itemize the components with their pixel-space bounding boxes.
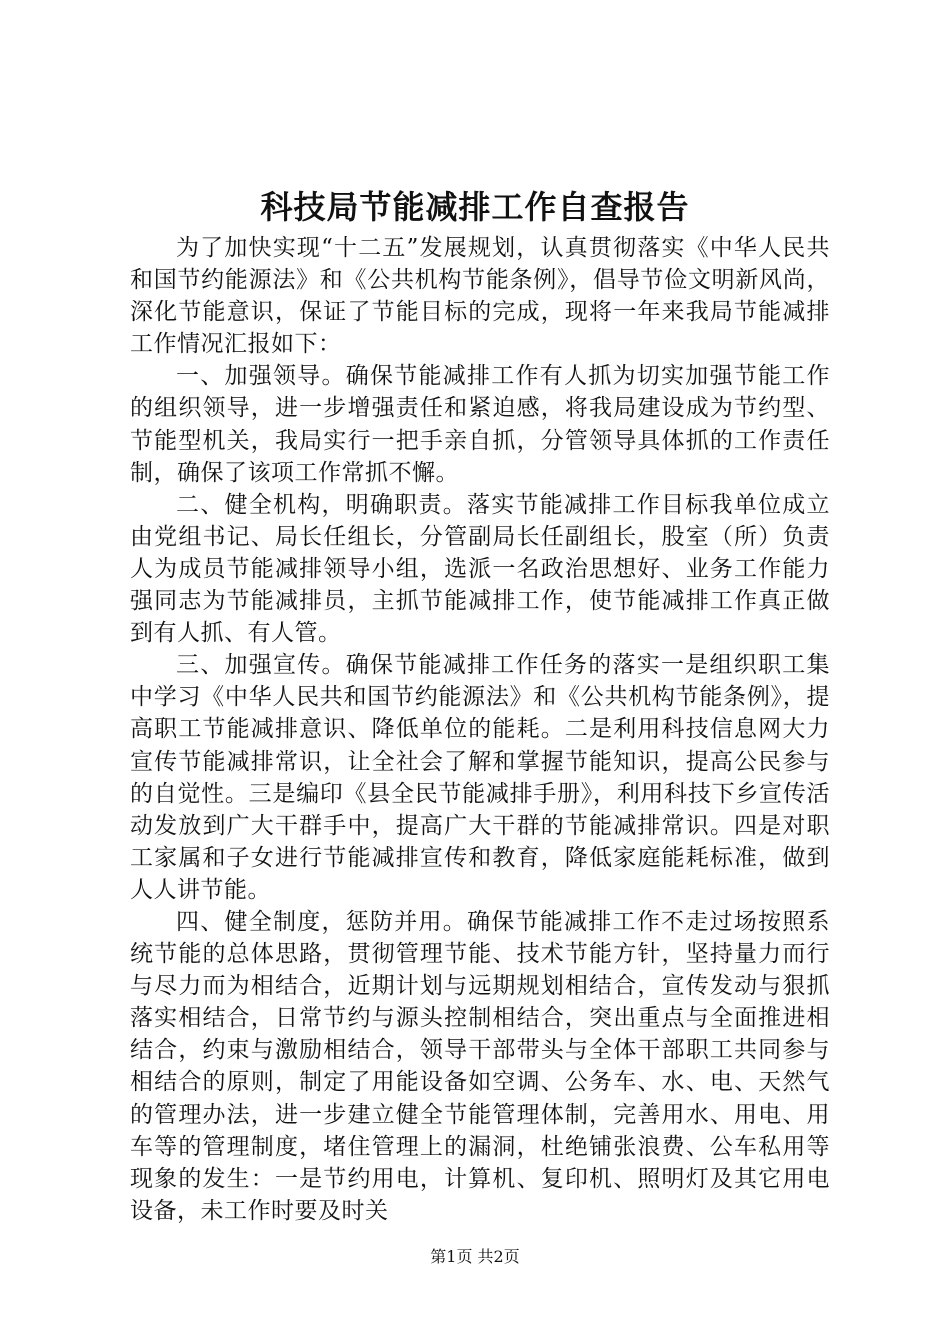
- page-number-footer: 第1页 共2页: [430, 1247, 520, 1266]
- paragraph-intro: 为了加快实现“十二五”发展规划，认真贯彻落实《中华人民共和国节约能源法》和《公共机构节能条例》，倡导节俭文明新风尚，深化节能意识，保证了节能目标的完成，现将一年来我局节能减排工作情况汇报如下：: [130, 235, 830, 358]
- paragraph-organization: 二、健全机构，明确职责。落实节能减排工作目标我单位成立由党组书记、局长任组长，分管副局长任副组长，股室（所）负责人为成员节能减排领导小组，选派一名政治思想好、业务工作能力强同志为节能减排员，主抓节能减排工作，使节能减排工作真正做到有人抓、有人管。: [130, 491, 830, 647]
- paragraph-publicity: 三、加强宣传。确保节能减排工作任务的落实一是组织职工集中学习《中华人民共和国节约能源法》和《公共机构节能条例》，提高职工节能减排意识、降低单位的能耗。二是利用科技信息网大力宣传节能减排常识，让全社会了解和掌握节能知识，提高公民参与的自觉性。三是编印《县全民节能减排手册》，利用科技下乡宣传活动发放到广大干群手中，提高广大干群的节能减排常识。四是对职工家属和子女进行节能减排宣传和教育，降低家庭能耗标准，做到人人讲节能。: [130, 652, 830, 903]
- paragraph-leadership: 一、加强领导。确保节能减排工作有人抓为切实加强节能工作的组织领导，进一步增强责任和紧迫感，将我局建设成为节约型、节能型机关，我局实行一把手亲自抓，分管领导具体抓的工作责任制，确保了该项工作常抓不懈。: [130, 363, 830, 486]
- paragraph-system: 四、健全制度，惩防并用。确保节能减排工作不走过场按照系统节能的总体思路，贯彻管理节能、技术节能方针，坚持量力而行与尽力而为相结合，近期计划与远期规划相结合，宣传发动与狠抓落实相结合，日常节约与源头控制相结合，突出重点与全面推进相结合，约束与激励相结合，领导干部带头与全体干部职工共同参与相结合的原则，制定了用能设备如空调、公务车、水、电、天然气的管理办法，进一步建立健全节能管理体制，完善用水、用电、用车等的管理制度，堵住管理上的漏洞，杜绝铺张浪费、公车私用等现象的发生：一是节约用电，计算机、复印机、照明灯及其它用电设备，未工作时要及时关: [130, 908, 830, 1224]
- document-title: 科技局节能减排工作自查报告: [260, 188, 690, 226]
- document-body: [130, 232, 830, 1227]
